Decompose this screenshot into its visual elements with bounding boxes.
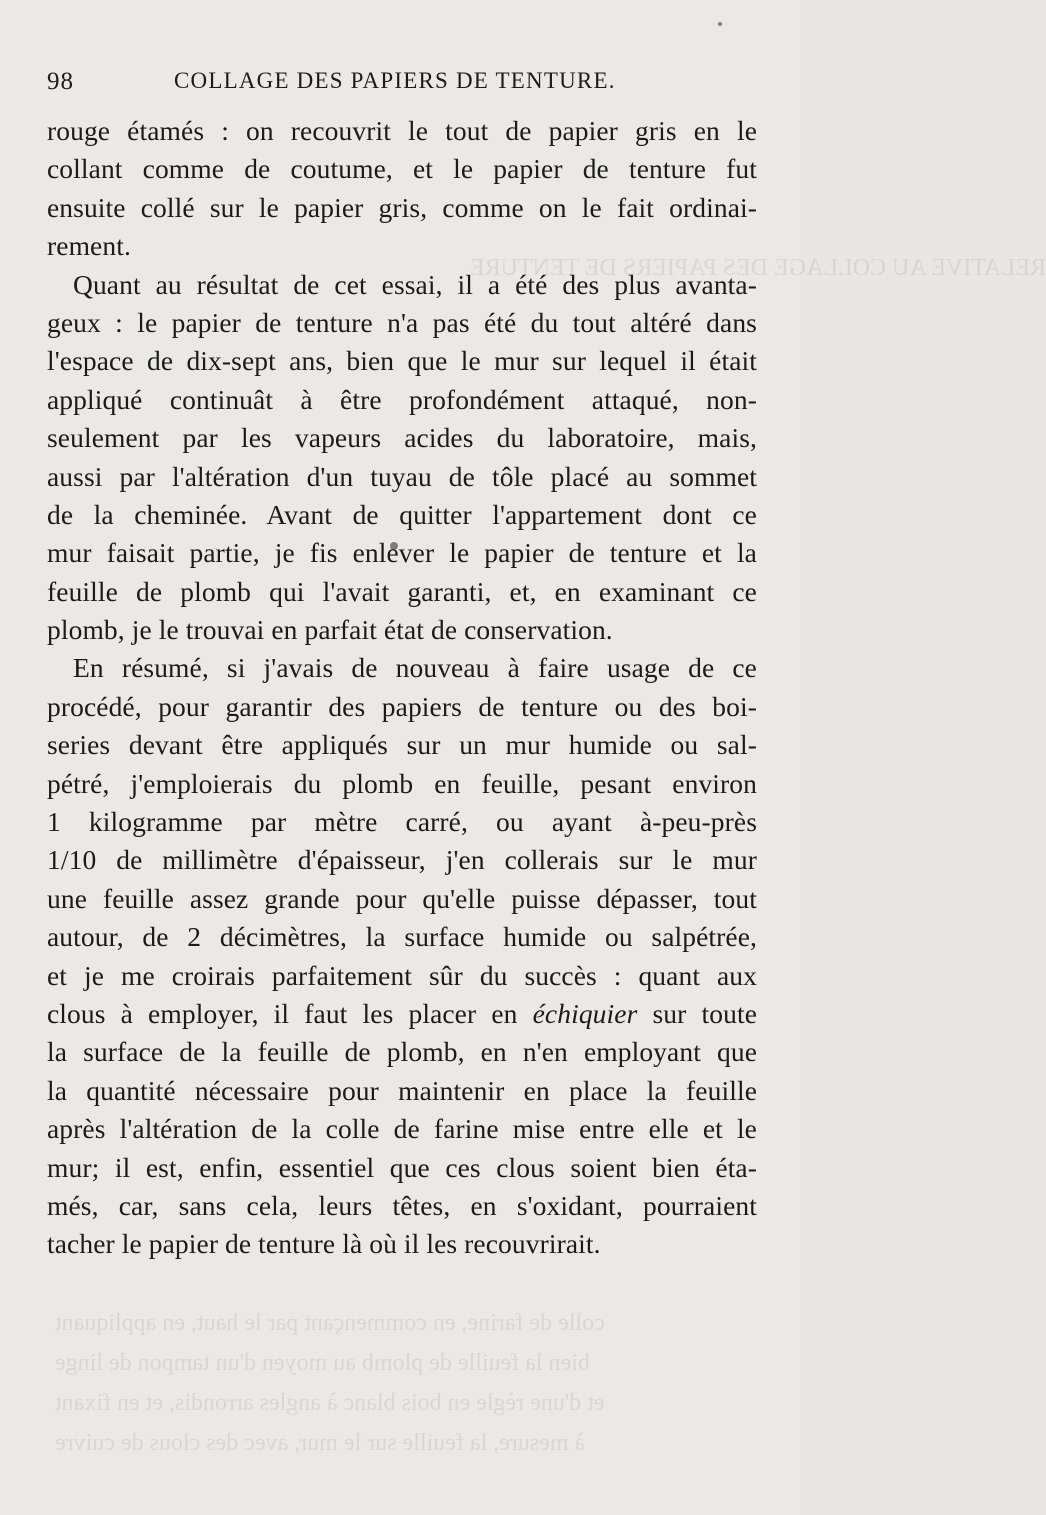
text-line: ensuite collé sur le papier gris, comme on le fait ordinai- bbox=[47, 191, 757, 223]
text-line-with-italic bbox=[47, 995, 757, 1033]
show-through-text: à mesure, la feuille sur le mur, avec des clous de cuivre bbox=[55, 1430, 586, 1456]
text-line: de la cheminée. Avant de quitter l'appartement dont ce bbox=[47, 498, 757, 530]
text-line: 1/10 de millimètre d'épaisseur, j'en collerais sur le mur bbox=[47, 844, 757, 876]
text-line: seulement par les vapeurs acides du laboratoire, mais, bbox=[47, 422, 757, 454]
running-title: COLLAGE DES PAPIERS DE TENTURE. bbox=[174, 68, 616, 93]
text-line: l'espace de dix-sept ans, bien que le mur sur lequel il était bbox=[47, 345, 757, 377]
page-header bbox=[47, 64, 753, 104]
text-segment: sur toute bbox=[652, 997, 757, 1029]
text-line: més, car, sans cela, leurs têtes, en s'oxidant, pourraient bbox=[47, 1189, 757, 1221]
show-through-text: et d'une règle en bois blanc à angles arrondis, et en fixant bbox=[55, 1390, 605, 1416]
text-line: après l'altération de la colle de farine mise entre elle et le bbox=[47, 1113, 757, 1145]
text-line: autour, de 2 décimètres, la surface humide ou salpétrée, bbox=[47, 921, 757, 953]
text-line: series devant être appliqués sur un mur humide ou sal- bbox=[47, 729, 757, 761]
text-line: procédé, pour garantir des papiers de tenture ou des boi- bbox=[47, 690, 757, 722]
text-line: mur; il est, enfin, essentiel que ces clous soient bien éta- bbox=[47, 1151, 757, 1183]
text-line: pétré, j'emploierais du plomb en feuille, pesant environ bbox=[47, 767, 757, 799]
text-line: aussi par l'altération d'un tuyau de tôle placé au sommet bbox=[47, 460, 757, 492]
text-line: collant comme de coutume, et le papier de tenture fut bbox=[47, 153, 757, 185]
text-segment: clous à employer, il faut les placer en bbox=[47, 997, 518, 1029]
text-line: En résumé, si j'avais de nouveau à faire usage de ce bbox=[73, 652, 757, 684]
text-line: Quant au résultat de cet essai, il a été des plus avanta- bbox=[73, 268, 757, 300]
text-line: 1 kilogramme par mètre carré, ou ayant à-peu-près bbox=[47, 806, 757, 838]
text-line: tacher le papier de tenture là où il les recouvrirait. bbox=[47, 1228, 601, 1260]
show-through-text: bien la feuille de plomb au moyen d'un tampon de linge bbox=[55, 1350, 590, 1376]
body-text bbox=[47, 112, 757, 1264]
text-line: geux : le papier de tenture n'a pas été du tout altéré dans bbox=[47, 306, 757, 338]
page-number: 98 bbox=[47, 68, 74, 95]
text-line: la quantité nécessaire pour maintenir en place la feuille bbox=[47, 1074, 757, 1106]
text-line: et je me croirais parfaitement sûr du succès : quant aux bbox=[47, 959, 757, 991]
text-line: feuille de plomb qui l'avait garanti, et, en examinant ce bbox=[47, 575, 757, 607]
show-through-text: colle de farine, en commençant par le haut, en appliquant bbox=[55, 1310, 605, 1336]
text-line: la surface de la feuille de plomb, en n'en employant que bbox=[47, 1036, 757, 1068]
text-line: rement. bbox=[47, 230, 131, 262]
text-line: rouge étamés : on recouvrit le tout de papier gris en le bbox=[47, 115, 757, 146]
show-through-text: RELATIVE AU COLLAGE DES PAPIERS DE TENTURE bbox=[470, 255, 1046, 281]
text-line: plomb, je le trouvai en parfait état de conservation. bbox=[47, 614, 613, 646]
text-line: une feuille assez grande pour qu'elle puisse dépasser, tout bbox=[47, 882, 757, 914]
ink-speck bbox=[718, 22, 722, 26]
italic-term: échiquier bbox=[532, 997, 638, 1029]
text-line: mur faisait partie, je fis enlever le papier de tenture et la bbox=[47, 537, 757, 569]
text-line: appliqué continuât à être profondément attaqué, non- bbox=[47, 383, 757, 415]
